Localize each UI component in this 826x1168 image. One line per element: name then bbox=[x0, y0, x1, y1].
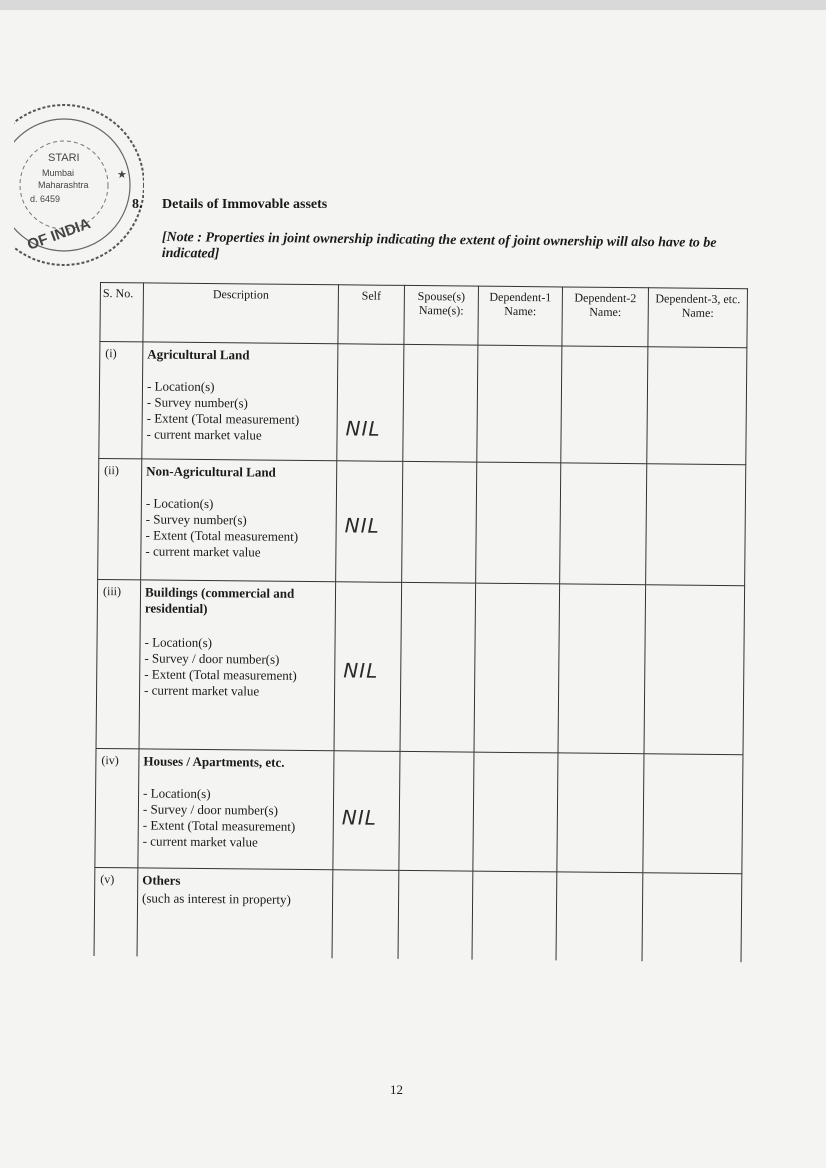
table-header-row bbox=[100, 283, 748, 348]
row-spouse bbox=[398, 870, 473, 959]
row-spouse bbox=[402, 461, 477, 583]
row-category: Non-Agricultural Land bbox=[146, 463, 276, 480]
row-dependent-1 bbox=[476, 462, 561, 584]
row-description bbox=[138, 749, 334, 870]
row-spouse bbox=[403, 344, 478, 462]
row-category: Buildings (commercial and residential) bbox=[144, 584, 295, 617]
row-sno: (v) bbox=[94, 867, 138, 956]
row-dependent-3 bbox=[647, 347, 747, 465]
row-item: - Extent (Total measurement) bbox=[144, 666, 297, 683]
seal-line-4: d. 6459 bbox=[30, 194, 61, 204]
seal-line-1: STARI bbox=[48, 152, 80, 164]
table-row bbox=[95, 748, 743, 873]
svg-text:★: ★ bbox=[117, 168, 127, 181]
header-dependent-2: Dependent-2 Name: bbox=[562, 287, 649, 347]
row-dependent-1 bbox=[472, 871, 557, 960]
row-self bbox=[337, 344, 404, 462]
scan-edge bbox=[0, 0, 826, 10]
row-dependent-1 bbox=[477, 345, 562, 463]
row-description bbox=[142, 342, 338, 461]
row-dependent-2 bbox=[560, 463, 647, 585]
row-dependent-3 bbox=[646, 464, 746, 586]
row-dependent-2 bbox=[556, 872, 643, 961]
row-item: - Survey number(s) bbox=[145, 511, 247, 528]
seal-line-5: OF INDIA bbox=[25, 215, 93, 254]
row-dependent-2 bbox=[557, 753, 644, 873]
row-self bbox=[332, 870, 399, 959]
immovable-assets-table bbox=[94, 282, 748, 962]
handwritten-nil: NIL bbox=[343, 658, 379, 683]
row-category: Others bbox=[142, 872, 181, 888]
row-spouse bbox=[400, 582, 476, 752]
notary-seal bbox=[14, 80, 144, 270]
row-description bbox=[141, 459, 337, 582]
row-sno: (i) bbox=[99, 342, 143, 459]
row-sno: (iii) bbox=[96, 579, 141, 748]
handwritten-nil: NIL bbox=[345, 416, 381, 441]
row-self bbox=[334, 582, 402, 752]
row-item: - current market value bbox=[142, 833, 258, 850]
handwritten-nil: NIL bbox=[341, 805, 378, 830]
table-row bbox=[99, 342, 747, 465]
row-category: Houses / Apartments, etc. bbox=[143, 753, 285, 770]
row-item: (such as interest in property) bbox=[142, 890, 291, 907]
row-dependent-3 bbox=[642, 873, 742, 962]
row-dependent-1 bbox=[474, 583, 560, 753]
row-description bbox=[139, 580, 336, 751]
row-description bbox=[137, 868, 333, 958]
row-item: - Extent (Total measurement) bbox=[145, 527, 299, 544]
table-row bbox=[96, 579, 745, 754]
row-dependent-1 bbox=[473, 752, 558, 872]
row-item: - Location(s) bbox=[143, 785, 211, 802]
row-item: - Location(s) bbox=[146, 378, 215, 395]
row-item: - Survey / door number(s) bbox=[144, 650, 280, 667]
handwritten-nil: NIL bbox=[344, 513, 380, 538]
row-item: - Survey / door number(s) bbox=[142, 801, 279, 818]
row-self bbox=[333, 751, 400, 871]
row-dependent-3 bbox=[644, 585, 745, 755]
header-spouse: Spouse(s) Name(s): bbox=[404, 285, 479, 345]
row-item: - Extent (Total measurement) bbox=[142, 817, 296, 834]
section-heading bbox=[132, 197, 327, 213]
seal-line-2: Mumbai bbox=[42, 168, 75, 178]
page-number: 12 bbox=[390, 1082, 403, 1097]
assets-table-wrapper bbox=[93, 282, 755, 978]
header-dependent-3: Dependent-3, etc. Name: bbox=[648, 288, 748, 348]
section-number: 8. bbox=[132, 197, 143, 212]
header-dependent-1: Dependent-1 Name: bbox=[478, 286, 563, 346]
row-sno: (iv) bbox=[95, 748, 139, 867]
section-note: [Note : Properties in joint ownership indicating the extent of joint ownership will also have to be indicated] bbox=[161, 230, 717, 262]
row-dependent-2 bbox=[561, 346, 648, 464]
row-sno: (ii) bbox=[98, 458, 142, 579]
row-self bbox=[336, 461, 403, 583]
row-item: - Extent (Total measurement) bbox=[146, 410, 300, 427]
row-item: - current market value bbox=[144, 682, 260, 699]
header-sno: S. No. bbox=[100, 283, 144, 342]
row-item: - current market value bbox=[145, 543, 261, 560]
row-dependent-2 bbox=[558, 584, 646, 754]
table-row bbox=[94, 867, 742, 962]
row-item: - current market value bbox=[146, 426, 262, 443]
header-self: Self bbox=[338, 285, 405, 345]
row-item: - Survey number(s) bbox=[146, 394, 249, 411]
header-description: Description bbox=[143, 283, 339, 344]
section-title: Details of Immovable assets bbox=[162, 197, 328, 212]
row-item: - Location(s) bbox=[145, 495, 214, 512]
row-dependent-3 bbox=[643, 754, 743, 874]
seal-line-3: Maharashtra bbox=[38, 180, 89, 190]
row-item: - Location(s) bbox=[144, 634, 213, 651]
row-category: Agricultural Land bbox=[147, 346, 250, 363]
row-spouse bbox=[399, 751, 474, 871]
table-row bbox=[98, 458, 746, 585]
